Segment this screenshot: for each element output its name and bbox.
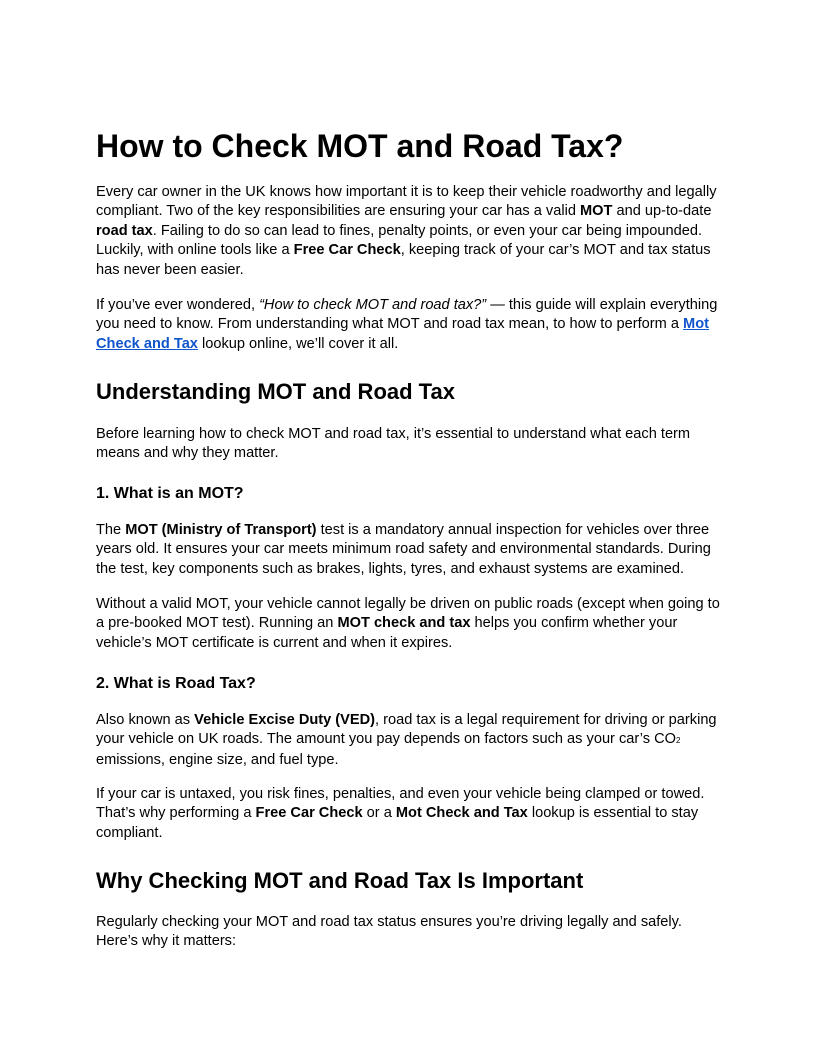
mot-check-and-tax-link[interactable]: Mot Check and Tax (96, 316, 709, 352)
section-heading-why-important: Why Checking MOT and Road Tax Is Important (96, 868, 584, 893)
intro-paragraph-2: If you’ve ever wondered, “How to check MOT and road tax?” — this guide will explain everything you need to know. From understanding what MOT and road tax mean, to how to perform a Mot Check and Tax lookup online, we’ll cover it all. (96, 297, 718, 352)
subscript-two: 2 (676, 736, 681, 746)
why-important-paragraph: Regularly checking your MOT and road tax status ensures you’re driving legally and safely. Here’s why it matters: (96, 914, 682, 950)
road-tax-paragraph-2: If your car is untaxed, you risk fines, penalties, and even your vehicle being clamped or towed. That’s why performing a Free Car Check or a Mot Check and Tax lookup is essential to stay compliant. (96, 786, 705, 841)
bold-mot-check-and-tax-2: Mot Check and Tax (395, 805, 528, 822)
bold-mot: MOT (580, 203, 613, 220)
mot-paragraph-2: Without a valid MOT, your vehicle cannot legally be driven on public roads (except when going to a pre-booked MOT test). Running an MOT check and tax helps you confirm whether your vehicle’s MOT certificate is current and when it expires. (96, 596, 720, 651)
subheading-what-is-road-tax: 2. What is Road Tax? (96, 675, 256, 692)
mot-paragraph-1: The MOT (Ministry of Transport) test is a mandatory annual inspection for vehicles over three years old. It ensures your car meets minimum road safety and environmental standards. During the test, key components such as brakes, lights, tyres, and exhaust systems are examined. (96, 522, 711, 577)
understanding-paragraph: Before learning how to check MOT and road tax, it’s essential to understand what each term means and why they matter. (96, 426, 691, 462)
page-title: How to Check MOT and Road Tax? (96, 128, 624, 164)
bold-free-car-check-2: Free Car Check (255, 805, 363, 822)
bold-vehicle-excise-duty: Vehicle Excise Duty (VED) (194, 712, 376, 728)
section-heading-understanding: Understanding MOT and Road Tax (96, 379, 455, 404)
road-tax-paragraph-1: Also known as Vehicle Excise Duty (VED), road tax is a legal requirement for driving or parking your vehicle on UK roads. The amount you pay depends on factors such as your car’s CO2 emissions, engine size, and fuel type. (96, 712, 717, 768)
italic-question: “How to check MOT and road tax?” (259, 297, 487, 313)
bold-ministry-of-transport: MOT (Ministry of Transport) (125, 522, 317, 538)
bold-free-car-check: Free Car Check (293, 242, 401, 259)
bold-road-tax: road tax (96, 222, 153, 239)
bold-mot-check-and-tax: MOT check and tax (337, 615, 471, 632)
intro-paragraph-1: Every car owner in the UK knows how important it is to keep their vehicle roadworthy and legally compliant. Two of the key responsibilities are ensuring your car has a valid MOT and up-to-date road tax. Failing to do so can lead to fines, penalty points, or even your car being impounded. Luckily, with online tools like a Free Car Check, keeping track of your car’s MOT and tax status has never been easier. (96, 184, 717, 278)
subheading-what-is-mot: 1. What is an MOT? (96, 485, 244, 502)
